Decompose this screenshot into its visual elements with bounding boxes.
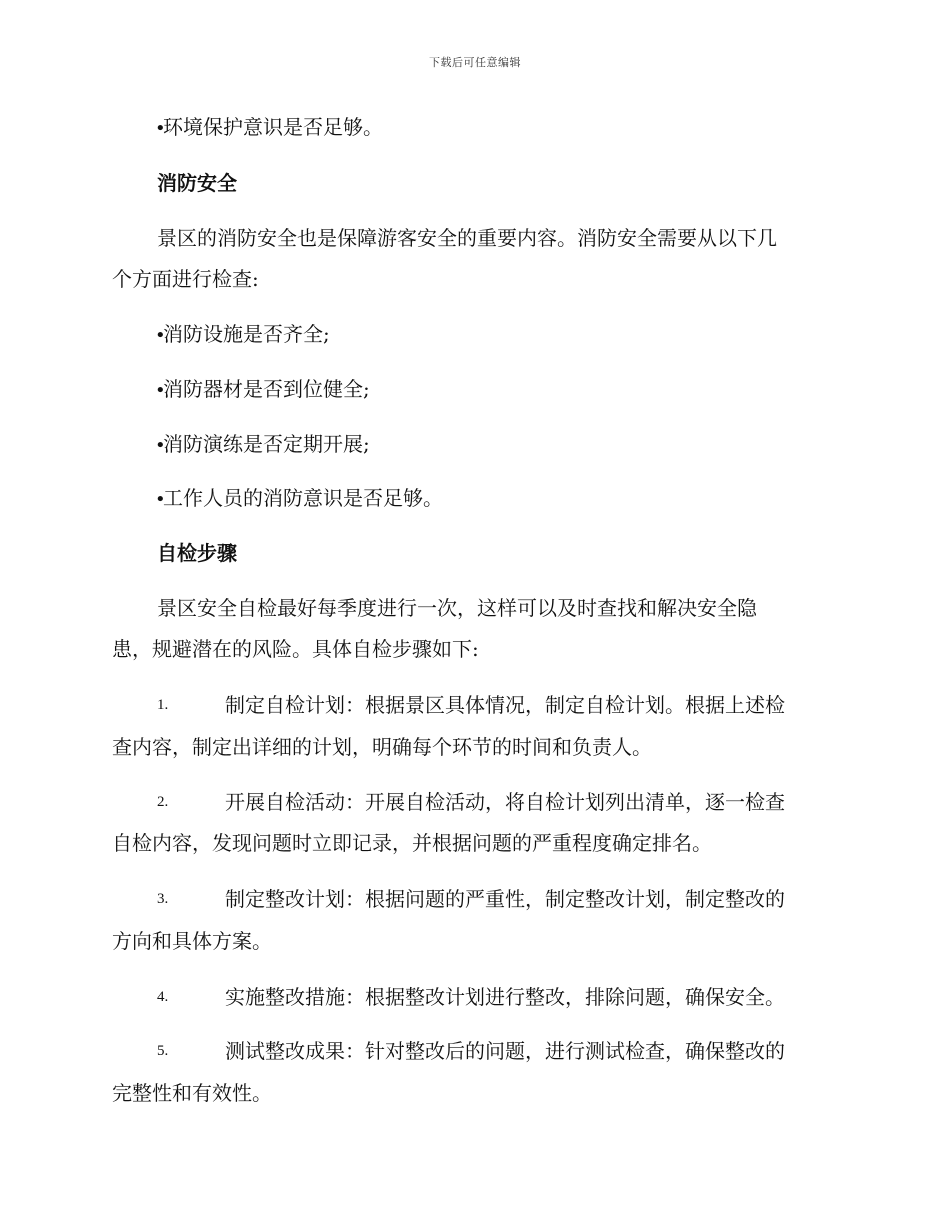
bullet-item	[155, 432, 370, 458]
page-header: 下载后可任意编辑	[429, 56, 521, 69]
step-line: 开展自检活动：开展自检活动，将自检计划列出清单，逐一检查	[225, 790, 785, 814]
paragraph-line: 景区的消防安全也是保障游客安全的重要内容。消防安全需要从以下几	[157, 226, 777, 250]
paragraph-line: 景区安全自检最好每季度进行一次，这样可以及时查找和解决安全隐	[157, 596, 757, 620]
step-line: 方向和具体方案。	[112, 929, 272, 953]
step-number: 1.	[157, 697, 169, 713]
step-line: 制定自检计划：根据景区具体情况，制定自检计划。根据上述检	[225, 693, 785, 717]
bullet-mark: •	[155, 435, 166, 456]
bullet-text: 环境保护意识是否足够。	[163, 115, 383, 139]
step-line: 查内容，制定出详细的计划，明确每个环节的时间和负责人。	[112, 735, 652, 759]
step-number: 2.	[157, 794, 169, 810]
bullet-text: 消防演练是否定期开展;	[163, 432, 370, 456]
bullet-mark: •	[155, 118, 166, 139]
section-heading-fire-safety: 消防安全	[157, 171, 237, 195]
bullet-item	[155, 115, 383, 141]
paragraph-line: 患，规避潜在的风险。具体自检步骤如下:	[112, 637, 479, 661]
step-line: 测试整改成果：针对整改后的问题，进行测试检查，确保整改的	[225, 1039, 785, 1063]
bullet-text: 消防器材是否到位健全;	[163, 377, 370, 401]
bullet-item	[155, 377, 370, 403]
step-line: 完整性和有效性。	[112, 1081, 272, 1105]
bullet-text: 工作人员的消防意识是否足够。	[163, 486, 443, 510]
bullet-text: 消防设施是否齐全;	[163, 322, 330, 346]
step-number: 3.	[157, 891, 169, 907]
step-number: 4.	[157, 989, 169, 1005]
paragraph-line: 个方面进行检查:	[112, 267, 259, 291]
bullet-mark: •	[155, 380, 166, 401]
step-number: 5.	[157, 1043, 169, 1059]
step-line: 自检内容，发现问题时立即记录，并根据问题的严重程度确定排名。	[112, 831, 712, 855]
bullet-mark: •	[155, 325, 166, 346]
bullet-item	[155, 486, 443, 512]
section-heading-self-check-steps: 自检步骤	[157, 541, 237, 565]
bullet-mark: •	[155, 489, 166, 510]
step-line: 实施整改措施：根据整改计划进行整改，排除问题，确保安全。	[225, 985, 785, 1009]
step-line: 制定整改计划：根据问题的严重性，制定整改计划，制定整改的	[225, 887, 785, 911]
bullet-item	[155, 322, 330, 348]
